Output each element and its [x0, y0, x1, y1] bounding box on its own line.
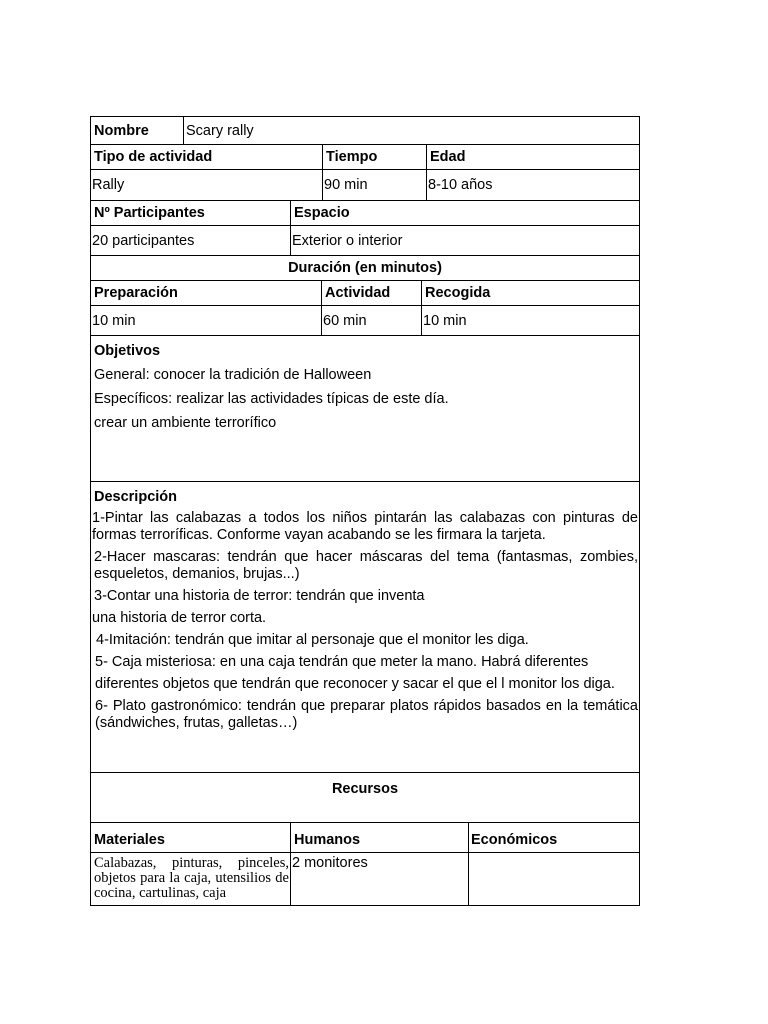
- recursos-title: Recursos: [331, 781, 399, 797]
- edad-value: 8-10 años: [426, 170, 639, 200]
- tiempo-label: Tiempo: [322, 145, 426, 169]
- descripcion-item-3-cont: una historia de terror corta.: [92, 610, 267, 626]
- objetivo-general: General: conocer la tradición de Halloween: [94, 367, 372, 383]
- economicos-value: [468, 853, 639, 905]
- row-recursos-title: [90, 773, 640, 823]
- objetivo-especificos: Específicos: realizar las actividades típicas de este día.: [94, 391, 449, 407]
- row-duracion-header: [90, 281, 640, 306]
- humanos-value: 2 monitores: [290, 853, 468, 905]
- descripcion-item-4: 4-Imitación: tendrán que imitar al personaje que el monitor les diga.: [96, 632, 529, 648]
- tiempo-value: 90 min: [322, 170, 426, 200]
- humanos-label: Humanos: [290, 823, 468, 852]
- preparacion-value: 10 min: [92, 312, 136, 329]
- participantes-value: 20 participantes: [92, 232, 195, 249]
- participantes-label: Nº Participantes: [94, 205, 205, 221]
- nombre-value: Scary rally: [183, 117, 639, 144]
- recogida-value: 10 min: [421, 306, 639, 335]
- descripcion-section: [90, 482, 640, 773]
- row-participantes-values: [90, 226, 640, 256]
- economicos-label: Económicos: [468, 823, 639, 852]
- row-duracion-values: [90, 306, 640, 336]
- actividad-value: 60 min: [321, 306, 421, 335]
- nombre-label: Nombre: [94, 122, 149, 139]
- materiales-value: Calabazas, pinturas, pinceles, objetos para la caja, utensilios de cocina, cartulinas, caja: [94, 855, 289, 901]
- objetivo-ambiente: crear un ambiente terrorífico: [94, 415, 277, 431]
- objetivos-title: Objetivos: [94, 343, 161, 359]
- materiales-label: Materiales: [94, 832, 165, 848]
- row-participantes-header: [90, 201, 640, 226]
- row-duracion-title: [90, 256, 640, 281]
- row-nombre: [90, 116, 640, 145]
- row-tipo-values: [90, 170, 640, 201]
- objetivos-section: [90, 336, 640, 482]
- descripcion-item-3: 3-Contar una historia de terror: tendrán que inventa: [94, 588, 425, 604]
- descripcion-item-2: 2-Hacer mascaras: tendrán que hacer máscaras del tema (fantasmas, zombies, esqueletos, demanios, brujas...): [94, 549, 638, 582]
- row-tipo-header: [90, 145, 640, 170]
- tipo-label: Tipo de actividad: [94, 149, 213, 165]
- descripcion-title: Descripción: [94, 489, 177, 505]
- duracion-title: Duración (en minutos): [288, 260, 442, 276]
- tipo-value: Rally: [92, 177, 125, 193]
- descripcion-item-1: 1-Pintar las calabazas a todos los niños pintarán las calabazas con pinturas de formas terroríficas. Conforme vayan acabando se les firmara la tarjeta.: [92, 510, 638, 543]
- espacio-label: Espacio: [290, 201, 639, 225]
- edad-label: Edad: [426, 145, 639, 169]
- row-recursos-values: [90, 853, 640, 906]
- row-recursos-header: [90, 823, 640, 853]
- preparacion-label: Preparación: [94, 285, 178, 301]
- descripcion-item-5: 5- Caja misteriosa: en una caja tendrán que meter la mano. Habrá diferentes: [95, 654, 589, 670]
- espacio-value: Exterior o interior: [290, 226, 639, 255]
- activity-sheet-table: [90, 116, 640, 906]
- descripcion-item-6: 6- Plato gastronómico: tendrán que preparar platos rápidos basados en la temática (sándwiches, frutas, galletas…): [95, 698, 638, 731]
- actividad-label: Actividad: [321, 281, 421, 305]
- descripcion-item-5-cont: diferentes objetos que tendrán que reconocer y sacar el que el l monitor los diga.: [95, 676, 615, 692]
- recogida-label: Recogida: [421, 281, 639, 305]
